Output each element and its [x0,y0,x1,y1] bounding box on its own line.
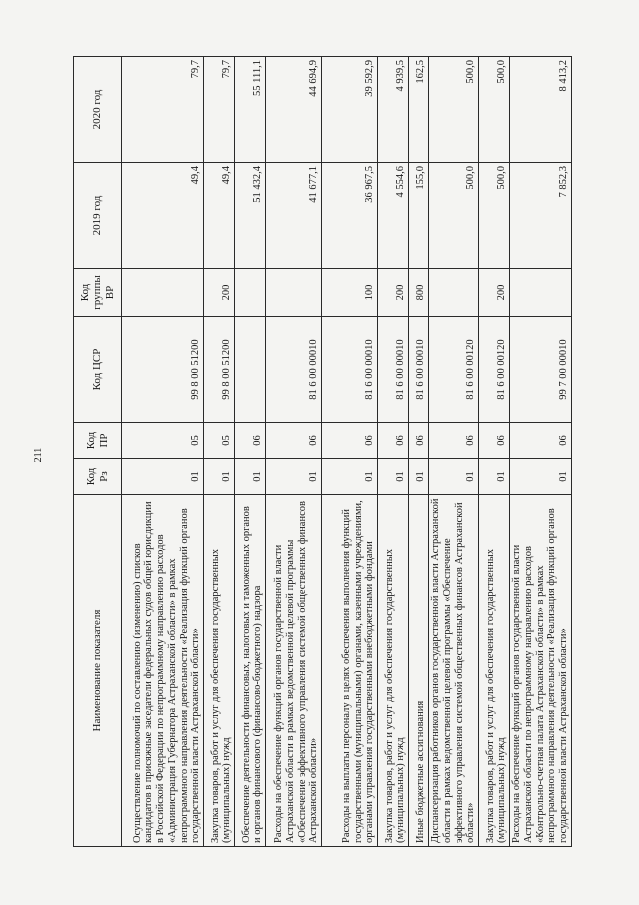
table-row [479,57,510,847]
row-2019: 41 677,1 [266,163,322,269]
row-vr: 800 [409,269,429,317]
row-2020: 500,0 [479,57,510,163]
row-pr: 06 [266,423,322,459]
row-rz: 01 [409,459,429,495]
header-pr: Код ПР [74,423,122,459]
row-pr: 06 [429,423,479,459]
row-csr: 81 6 00 00010 [378,317,409,423]
row-2019: 49,4 [204,163,235,269]
row-pr: 05 [204,423,235,459]
row-2019: 500,0 [429,163,479,269]
row-name: Диспансеризация работников органов государственной власти Астраханской области в рамках ведомственной целевой программы «Обеспечение эффективного управления системой общественных финансов Астраханской области» [429,495,479,847]
row-name: Обеспечение деятельности финансовых, налоговых и таможенных органов и органов финансового (финансово-бюджетного) надзора [235,495,266,847]
row-2020: 4 939,5 [378,57,409,163]
table-row [235,57,266,847]
row-rz: 01 [204,459,235,495]
row-name: Закупка товаров, работ и услуг для обеспечения государственных (муниципальных) нужд [204,495,235,847]
row-vr [429,269,479,317]
table-header-row [74,57,122,847]
row-2020: 8 413,2 [510,57,572,163]
row-name: Осуществление полномочий по составлению (изменению) списков кандидатов в присяжные заседатели федеральных судов общей юрисдикции в Российской Федерации по непрограммному направлению расходов «Администрация Губернатора Астраханской области» в рамках непрограммного направления деятельности «Реализация функций органов государственной власти Астраханской области» [122,495,204,847]
table-row [429,57,479,847]
table-row [322,57,378,847]
row-name: Закупка товаров, работ и услуг для обеспечения государственных (муниципальных) нужд [378,495,409,847]
row-2019: 51 432,4 [235,163,266,269]
row-vr [122,269,204,317]
row-rz: 01 [510,459,572,495]
row-name: Закупка товаров, работ и услуг для обеспечения государственных (муниципальных) нужд [479,495,510,847]
row-csr: 81 6 00 00010 [409,317,429,423]
header-2020: 2020 год [74,57,122,163]
row-csr [235,317,266,423]
row-2020: 79,7 [122,57,204,163]
row-csr: 81 6 00 00120 [479,317,510,423]
row-name: Расходы на выплаты персоналу в целях обеспечения выполнения функций государственными (муниципальными) органами, казенными учреждениями, органами управления государственными внебюджетными фондами [322,495,378,847]
row-2020: 44 694,9 [266,57,322,163]
row-vr [235,269,266,317]
row-rz: 01 [429,459,479,495]
row-2020: 79,7 [204,57,235,163]
row-pr: 06 [409,423,429,459]
row-2019: 155,0 [409,163,429,269]
row-csr: 99 8 00 51200 [122,317,204,423]
row-2019: 49,4 [122,163,204,269]
row-name: Расходы на обеспечение функций органов государственной власти Астраханской области по непрограммному направлению расходов «Контрольно-счетная палата Астраханской области» в рамках непрограммного направления деятельности «Реализация функций органов государственной власти Астраханской области» [510,495,572,847]
header-name: Наименование показателя [74,495,122,847]
row-csr: 81 6 00 00120 [429,317,479,423]
budget-table [73,56,572,847]
row-rz: 01 [378,459,409,495]
row-csr: 81 6 00 00010 [322,317,378,423]
row-vr [266,269,322,317]
row-pr: 06 [479,423,510,459]
row-name: Иные бюджетные ассигнования [409,495,429,847]
row-2020: 500,0 [429,57,479,163]
row-rz: 01 [122,459,204,495]
row-pr: 06 [235,423,266,459]
table-row [122,57,204,847]
row-2019: 4 554,6 [378,163,409,269]
row-vr [510,269,572,317]
row-pr: 06 [378,423,409,459]
row-name: Расходы на обеспечение функций органов государственной власти Астраханской области в рамках ведомственной целевой программы «Обеспечение эффективного управления системой общественных финансов Астраханской области» [266,495,322,847]
row-2019: 36 967,5 [322,163,378,269]
table-row [378,57,409,847]
table-row [204,57,235,847]
row-rz: 01 [266,459,322,495]
row-csr: 81 6 00 00010 [266,317,322,423]
row-pr: 06 [510,423,572,459]
row-rz: 01 [322,459,378,495]
header-vr: Код группы ВР [74,269,122,317]
row-rz: 01 [479,459,510,495]
row-2019: 500,0 [479,163,510,269]
row-vr: 200 [479,269,510,317]
table-row [409,57,429,847]
row-2019: 7 852,3 [510,163,572,269]
row-vr: 200 [378,269,409,317]
row-csr: 99 7 00 00010 [510,317,572,423]
header-2019: 2019 год [74,163,122,269]
header-csr: Код ЦСР [74,317,122,423]
row-pr: 06 [322,423,378,459]
header-rz: Код Рз [74,459,122,495]
row-2020: 55 111,1 [235,57,266,163]
row-csr: 99 8 00 51200 [204,317,235,423]
table-row [510,57,572,847]
table-row [266,57,322,847]
row-2020: 39 592,9 [322,57,378,163]
page-number: 211 [33,447,44,463]
row-rz: 01 [235,459,266,495]
row-pr: 05 [122,423,204,459]
budget-table-rotated [73,57,569,847]
row-vr: 100 [322,269,378,317]
row-2020: 162,5 [409,57,429,163]
row-vr: 200 [204,269,235,317]
